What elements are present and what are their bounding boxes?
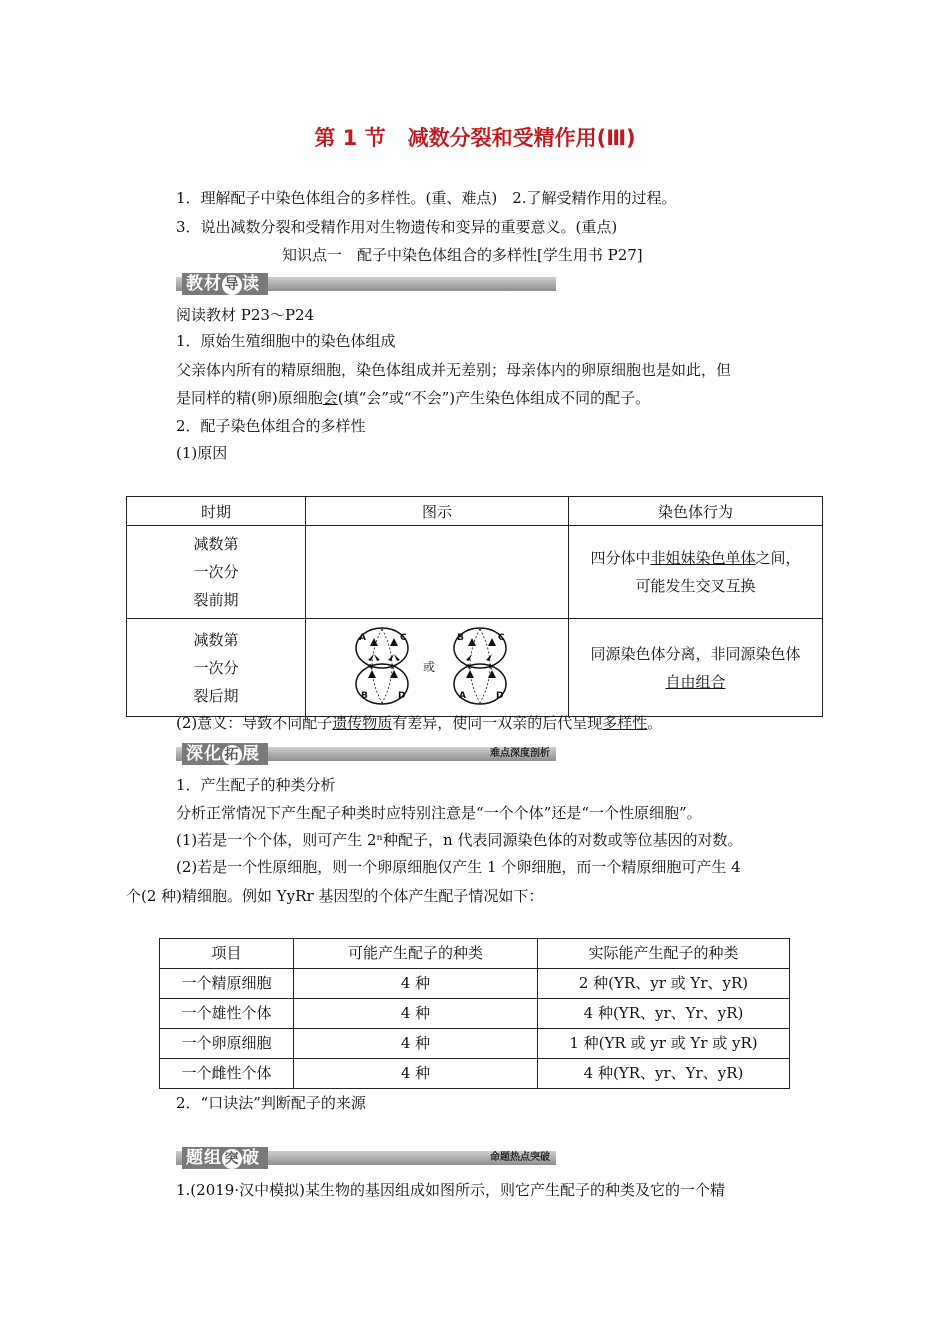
section-2-sub-1: (1)原因 [176, 444, 228, 462]
gamete-types-table [159, 938, 790, 1089]
header-diagram: 图示 [306, 497, 569, 526]
deepening-1-item-2b: 个(2 种)精细胞。例如 YyRr 基因型的个体产生配子情况如下： [126, 887, 544, 905]
banner-textbook-reading: 教材 导 读 [176, 273, 556, 295]
table-row: 一个雄性个体 4 种 4 种(YR、yr、Yr、yR) [160, 999, 790, 1029]
diagram-label-d: D [398, 690, 406, 701]
header-possible: 可能产生配子的种类 [294, 939, 538, 969]
behavior-cell: 同源染色体分离，非同源染色体 自由组合 [569, 619, 823, 717]
period-cell: 减数第 一次分 裂后期 [127, 619, 306, 717]
cause-table [126, 496, 823, 717]
deepening-1-item-1: (1)若是一个个体，则可产生 2ⁿ种配子，n 代表同源染色体的对数或等位基因的对数。 [176, 831, 743, 849]
period-cell: 减数第 一次分 裂前期 [127, 526, 306, 619]
section-1-paragraph-a: 父亲体内所有的精原细胞，染色体组成并无差别；母亲体内的卵原细胞也是如此，但 [176, 361, 732, 379]
header-period: 时期 [127, 497, 306, 526]
diagram-label-a: A [359, 632, 366, 643]
objective-1: 1．理解配子中染色体组合的多样性。(重、难点) 2.了解受精作用的过程。 [176, 189, 677, 207]
behavior-cell: 四分体中非姐妹染色单体之间， 可能发生交叉互换 [569, 526, 823, 619]
header-behavior: 染色体行为 [569, 497, 823, 526]
banner-deepening: 深化 拓 展 难点深度剖析 [176, 743, 556, 765]
banner-question-group: 题组 突 破 命题热点突破 [176, 1147, 556, 1169]
deepening-1-heading: 1．产生配子的种类分析 [176, 776, 336, 794]
question-1: 1.(2019·汉中模拟)某生物的基因组成如图所示，则它产生配子的种类及它的一个精 [176, 1181, 725, 1199]
table-row: 一个精原细胞 4 种 2 种(YR、yr 或 Yr、yR) [160, 969, 790, 999]
answer-blank: 会 [322, 389, 338, 407]
table-row: 一个卵原细胞 4 种 1 种(YR 或 yr 或 Yr 或 yR) [160, 1029, 790, 1059]
section-1-heading: 1．原始生殖细胞中的染色体组成 [176, 332, 396, 350]
table-row [127, 526, 823, 619]
diagram-label-c: C [400, 632, 407, 643]
table-row: 一个雌性个体 4 种 4 种(YR、yr、Yr、yR) [160, 1059, 790, 1089]
diagram-label-b2: B [457, 632, 464, 643]
meiosis-anaphase-diagram [352, 626, 522, 706]
reading-range: 阅读教材 P23～P24 [176, 306, 315, 324]
diagram-label-a2: A [459, 690, 466, 701]
objective-2: 3．说出减数分裂和受精作用对生物遗传和变异的重要意义。(重点) [176, 218, 618, 236]
diagram-label-d2: D [496, 690, 504, 701]
diagram-label-b: B [361, 690, 368, 701]
section-2-heading: 2．配子染色体组合的多样性 [176, 417, 366, 435]
diagram-label-c2: C [498, 632, 505, 643]
deepening-1-paragraph: 分析正常情况下产生配子种类时应特别注意是“一个个体”还是“一个性原细胞”。 [176, 804, 702, 822]
table-header-row [160, 939, 790, 969]
table-header-row [127, 497, 823, 526]
header-item: 项目 [160, 939, 294, 969]
header-actual: 实际能产生配子的种类 [538, 939, 790, 969]
section-1-paragraph-b: 是同样的精(卵)原细胞会(填“会”或“不会”)产生染色体组成不同的配子。 [176, 389, 651, 407]
diagram-or-label: 或 [423, 659, 436, 674]
deepening-2-heading: 2．“口诀法”判断配子的来源 [176, 1094, 366, 1112]
meiosis-diagram-cell [306, 619, 569, 717]
deepening-1-item-2a: (2)若是一个性原细胞，则一个卵原细胞仅产生 1 个卵细胞，而一个精原细胞可产生 4 [176, 858, 741, 876]
diagram-cell-empty [306, 526, 569, 619]
knowledge-point-heading: 知识点一 配子中染色体组合的多样性[学生用书 P27] [282, 246, 643, 264]
meaning-line: (2)意义：导致不同配子遗传物质有差异，使同一双亲的后代呈现多样性。 [176, 714, 663, 732]
table-row [127, 619, 823, 717]
page-title: 第 1 节 减数分裂和受精作用(Ⅲ) [314, 126, 636, 150]
